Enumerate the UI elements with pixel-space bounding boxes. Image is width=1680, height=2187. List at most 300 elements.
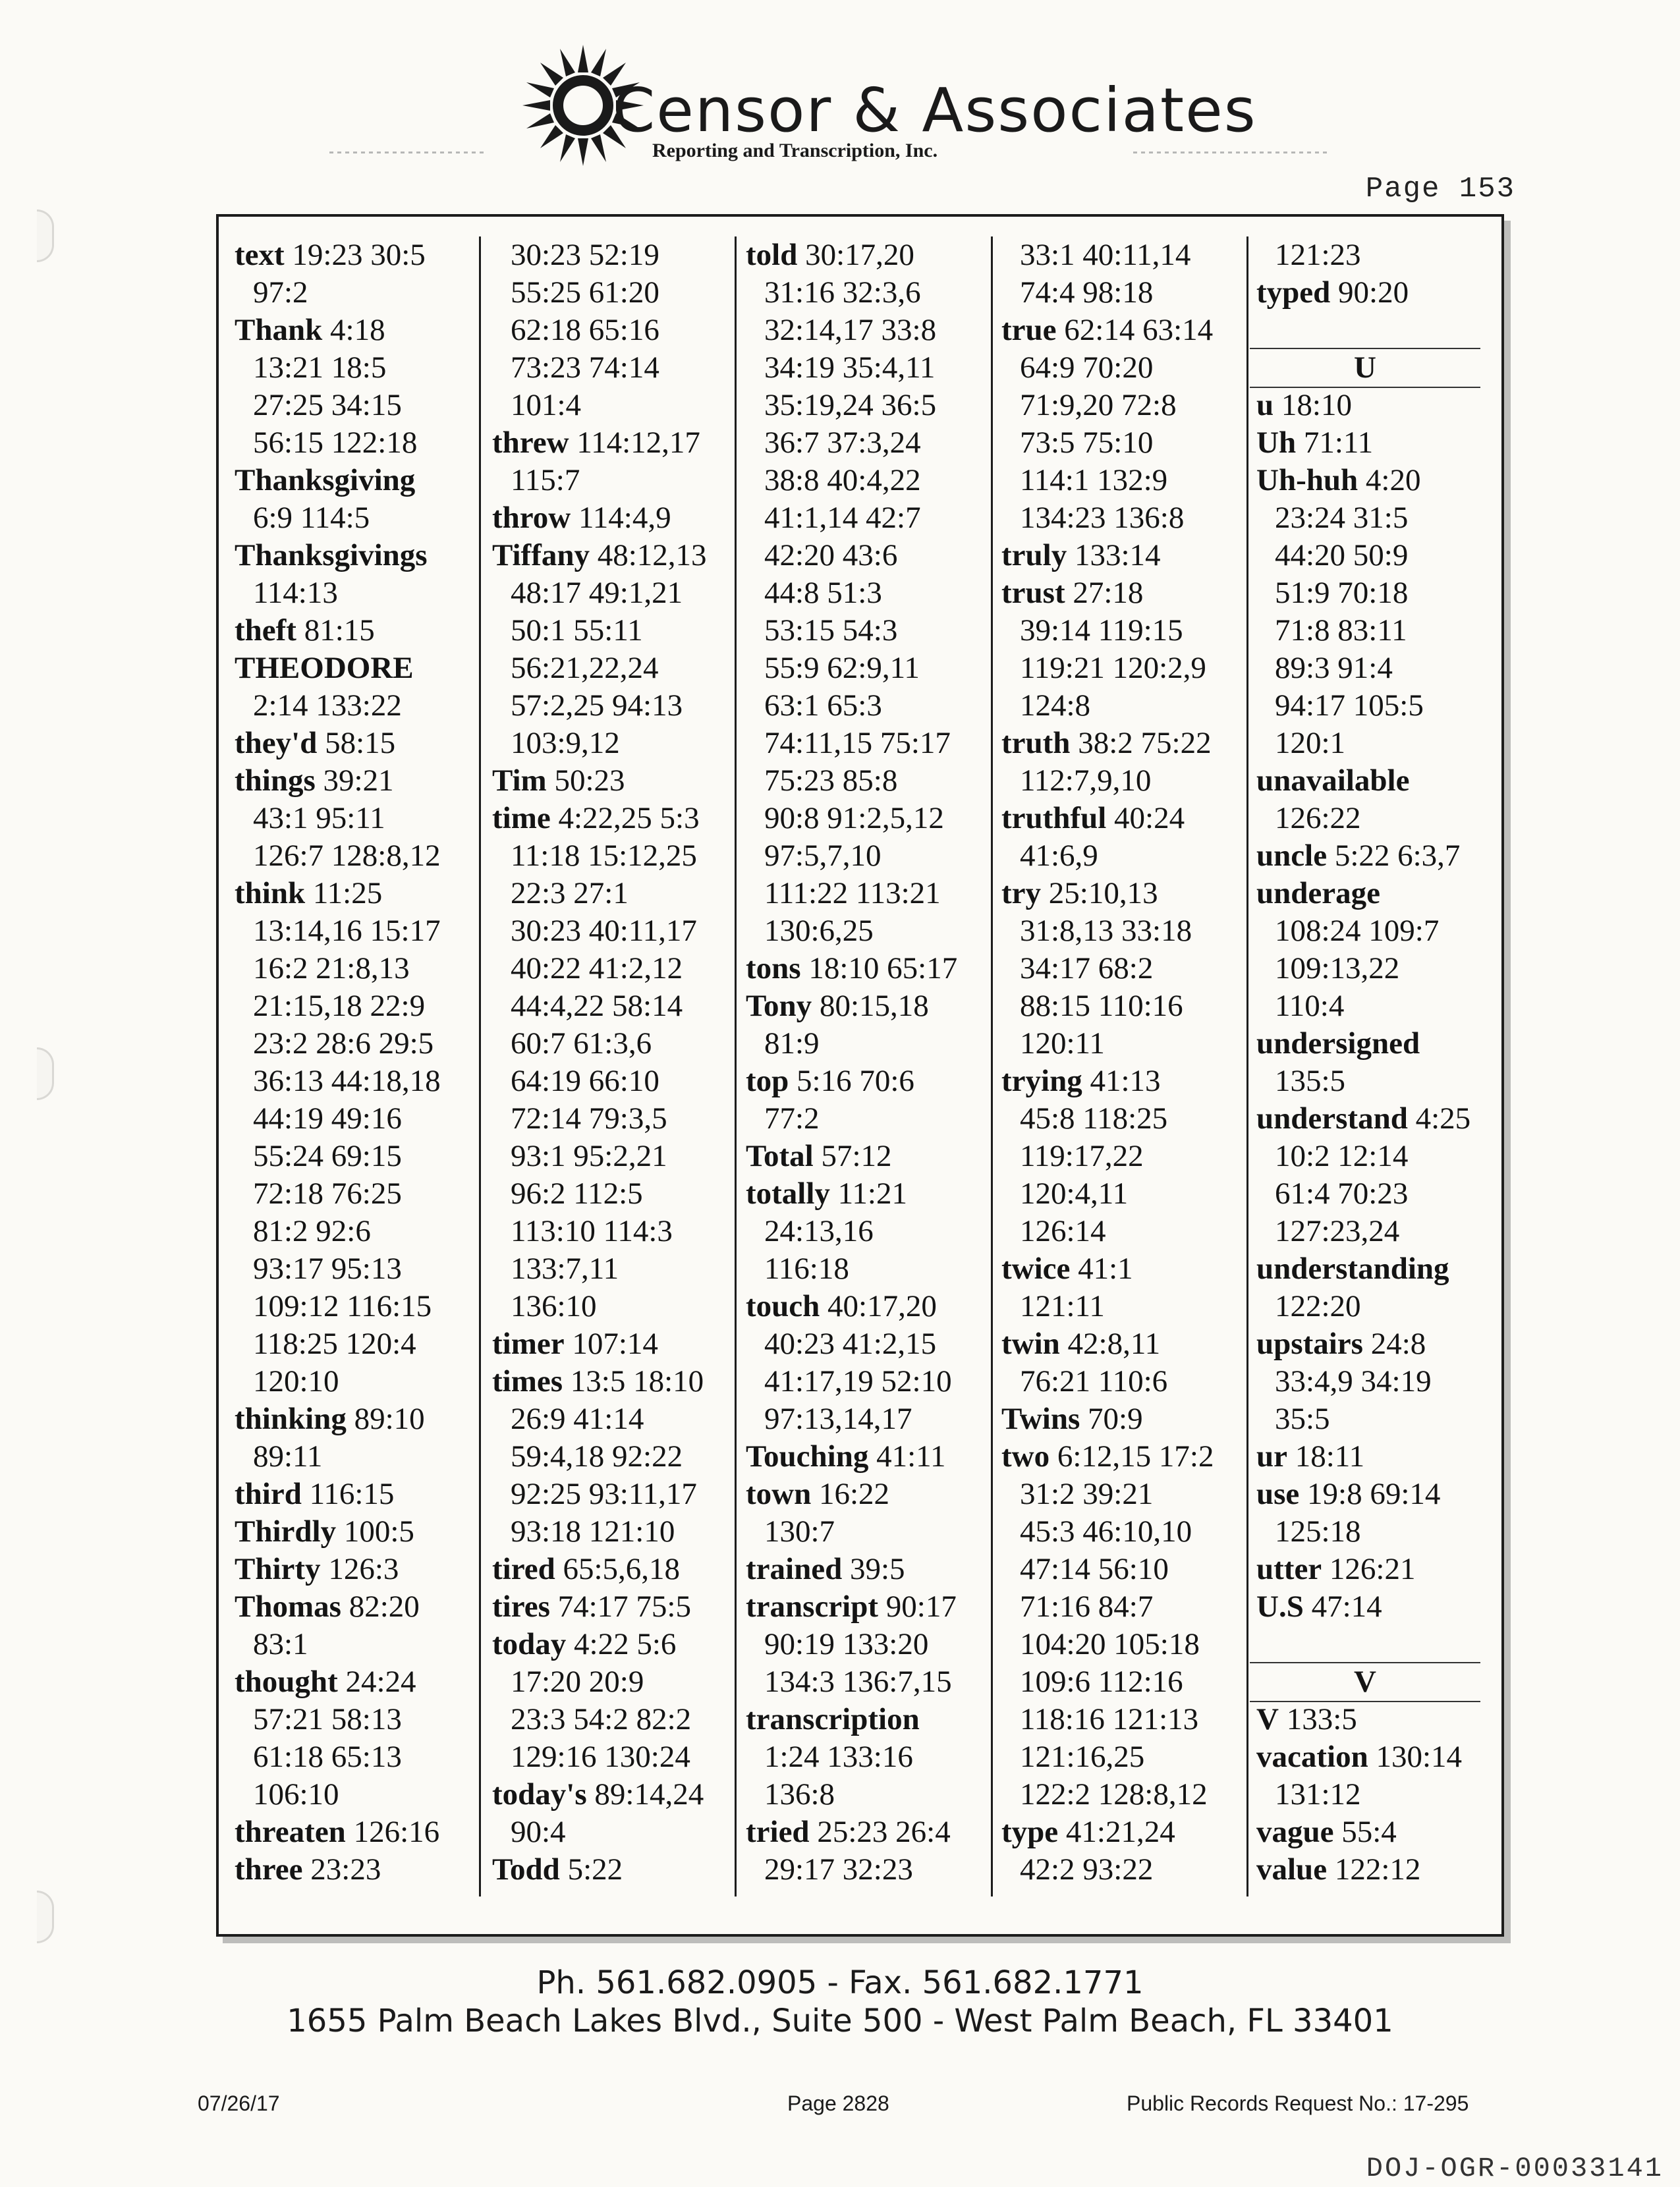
index-page-refs: 27:18 <box>1073 576 1144 610</box>
index-refs-continuation: 45:8 118:25 <box>1020 1101 1168 1136</box>
index-refs-continuation: 13:21 18:5 <box>253 350 387 385</box>
index-entry <box>228 1588 472 1626</box>
index-refs-continuation: 24:13,16 <box>764 1214 874 1248</box>
index-refs-continuation: 41:6,9 <box>1020 839 1098 873</box>
index-term: think <box>235 876 306 910</box>
index-refs-continuation: 63:1 65:3 <box>764 688 882 723</box>
index-entry <box>995 537 1245 574</box>
index-page-refs: 74:17 75:5 <box>557 1590 691 1624</box>
index-entry <box>739 1551 990 1588</box>
index-refs-continuation: 31:8,13 33:18 <box>1020 914 1192 948</box>
index-entry <box>228 1551 472 1588</box>
index-entry <box>1250 274 1480 312</box>
index-refs-continuation: 32:14,17 33:8 <box>764 313 937 347</box>
index-page-refs: 25:23 26:4 <box>817 1815 951 1849</box>
index-refs-continuation: 122:20 <box>1275 1289 1361 1323</box>
index-refs-continuation: 59:4,18 92:22 <box>511 1439 683 1474</box>
index-entry <box>228 1851 472 1889</box>
index-term: Tony <box>746 989 812 1023</box>
index-term: today's <box>492 1777 587 1812</box>
index-page-refs: 89:10 <box>354 1402 425 1436</box>
index-refs-continuation: 125:18 <box>1275 1514 1361 1549</box>
index-refs-continuation: 29:17 32:23 <box>764 1852 913 1887</box>
index-page-refs: 23:23 <box>310 1852 381 1887</box>
index-refs-continuation: 119:21 120:2,9 <box>1020 651 1206 685</box>
index-term: ur <box>1256 1439 1287 1474</box>
index-refs-continuation: 44:20 50:9 <box>1275 538 1409 572</box>
index-refs-continuation: 77:2 <box>764 1101 820 1136</box>
index-entry <box>486 1776 729 1813</box>
index-entry <box>1250 1325 1480 1363</box>
index-term: Thomas <box>235 1590 341 1624</box>
index-entry <box>486 1363 729 1400</box>
index-refs-continuation: 55:9 62:9,11 <box>764 651 920 685</box>
index-term: twice <box>1001 1252 1071 1286</box>
punch-hole-top <box>37 209 54 262</box>
section-heading: U <box>1250 349 1480 387</box>
index-entry <box>1250 1738 1480 1776</box>
index-entry <box>486 537 729 574</box>
index-page-refs: 50:23 <box>554 763 625 798</box>
index-refs-continuation: 11:18 15:12,25 <box>511 839 697 873</box>
word-index-box <box>216 214 1504 1937</box>
index-refs-continuation: 1:24 133:16 <box>764 1740 913 1774</box>
index-page-refs: 41:13 <box>1090 1064 1161 1098</box>
index-term: tried <box>746 1815 810 1849</box>
index-term: truly <box>1001 538 1067 572</box>
index-refs-continuation: 10:2 12:14 <box>1275 1139 1409 1173</box>
index-page-refs: 4:20 <box>1365 463 1421 497</box>
index-refs-continuation: 48:17 49:1,21 <box>511 576 683 610</box>
index-refs-continuation: 21:15,18 22:9 <box>253 989 426 1023</box>
page-label: Page 153 <box>1365 173 1515 206</box>
index-entry <box>486 1551 729 1588</box>
index-refs-continuation: 64:19 66:10 <box>511 1064 659 1098</box>
index-refs-continuation: 23:2 28:6 29:5 <box>253 1026 434 1061</box>
index-refs-continuation: 17:20 20:9 <box>511 1665 644 1699</box>
index-page-refs: 25:10,13 <box>1048 876 1158 910</box>
index-term: text <box>235 238 285 272</box>
logo-rule-left <box>329 152 488 153</box>
index-page-refs: 38:2 75:22 <box>1078 726 1212 760</box>
index-term: value <box>1256 1852 1328 1887</box>
index-page-refs: 16:22 <box>818 1477 890 1511</box>
index-refs-continuation: 120:11 <box>1020 1026 1105 1061</box>
index-term: time <box>492 801 551 835</box>
column-divider <box>991 236 993 1896</box>
index-refs-continuation: 93:1 95:2,21 <box>511 1139 667 1173</box>
index-page-refs: 39:5 <box>849 1552 905 1586</box>
index-entry <box>739 1813 990 1851</box>
index-page-refs: 126:3 <box>328 1552 399 1586</box>
index-column-3 <box>739 236 990 1889</box>
index-refs-continuation: 126:14 <box>1020 1214 1106 1248</box>
index-entry <box>1250 1588 1480 1626</box>
index-entry <box>1250 424 1480 462</box>
index-refs-continuation: 131:12 <box>1275 1777 1361 1812</box>
index-term: Todd <box>492 1852 560 1887</box>
index-page-refs: 4:25 <box>1415 1101 1471 1136</box>
index-entry <box>739 1063 990 1100</box>
index-refs-continuation: 133:7,11 <box>511 1252 619 1286</box>
index-refs-continuation: 130:6,25 <box>764 914 874 948</box>
index-refs-continuation: 30:23 52:19 <box>511 238 659 272</box>
index-page-refs: 18:10 <box>1281 388 1352 422</box>
index-term: Uh-huh <box>1256 463 1358 497</box>
index-page-refs: 122:12 <box>1334 1852 1421 1887</box>
index-refs-continuation: 88:15 110:16 <box>1020 989 1183 1023</box>
index-refs-continuation: 89:11 <box>253 1439 323 1474</box>
index-term: thought <box>235 1665 338 1699</box>
index-page-refs: 41:11 <box>876 1439 946 1474</box>
index-entry <box>228 1476 472 1513</box>
index-term: Touching <box>746 1439 869 1474</box>
index-page-refs: 47:14 <box>1311 1590 1382 1624</box>
index-refs-continuation: 36:13 44:18,18 <box>253 1064 441 1098</box>
index-term: throw <box>492 501 571 535</box>
index-refs-continuation: 55:25 61:20 <box>511 275 659 310</box>
index-refs-continuation: 136:8 <box>764 1777 835 1812</box>
index-column-4 <box>995 236 1245 1889</box>
index-refs-continuation: 135:5 <box>1275 1064 1346 1098</box>
index-refs-continuation: 129:16 130:24 <box>511 1740 690 1774</box>
index-refs-continuation: 23:3 54:2 82:2 <box>511 1702 692 1736</box>
index-page-refs: 55:4 <box>1341 1815 1397 1849</box>
index-page-refs: 18:11 <box>1295 1439 1365 1474</box>
index-page-refs: 24:8 <box>1370 1327 1426 1361</box>
index-entry <box>739 1175 990 1213</box>
index-entry <box>1250 1701 1480 1738</box>
index-page-refs: 42:8,11 <box>1067 1327 1161 1361</box>
index-entry <box>995 1438 1245 1476</box>
index-entry <box>228 537 472 574</box>
index-term: truthful <box>1001 801 1107 835</box>
index-refs-continuation: 16:2 21:8,13 <box>253 951 410 985</box>
index-entry <box>486 1626 729 1663</box>
index-page-refs: 89:14,24 <box>594 1777 704 1812</box>
index-refs-continuation: 13:14,16 15:17 <box>253 914 441 948</box>
index-entry <box>995 1063 1245 1100</box>
index-term: today <box>492 1627 567 1661</box>
index-entry <box>486 800 729 837</box>
index-entry <box>486 762 729 800</box>
index-refs-continuation: 34:17 68:2 <box>1020 951 1154 985</box>
index-refs-continuation: 60:7 61:3,6 <box>511 1026 652 1061</box>
index-page-refs: 114:4,9 <box>578 501 671 535</box>
index-refs-continuation: 115:7 <box>511 463 580 497</box>
index-page-refs: 6:12,15 17:2 <box>1057 1439 1214 1474</box>
index-refs-continuation: 38:8 40:4,22 <box>764 463 921 497</box>
index-refs-continuation: 81:2 92:6 <box>253 1214 371 1248</box>
index-refs-continuation: 36:7 37:3,24 <box>764 426 921 460</box>
index-term: trained <box>746 1552 843 1586</box>
index-term: trying <box>1001 1064 1082 1098</box>
index-refs-continuation: 73:5 75:10 <box>1020 426 1154 460</box>
index-term: V <box>1256 1702 1279 1736</box>
index-page-refs: 19:8 69:14 <box>1307 1477 1441 1511</box>
index-refs-continuation: 101:4 <box>511 388 582 422</box>
index-refs-continuation: 31:16 32:3,6 <box>764 275 921 310</box>
index-term: theft <box>235 613 296 648</box>
index-refs-continuation: 40:22 41:2,12 <box>511 951 683 985</box>
index-entry <box>1250 875 1480 912</box>
index-refs-continuation: 72:18 76:25 <box>253 1177 402 1211</box>
index-term: Twins <box>1001 1402 1080 1436</box>
index-entry <box>1250 462 1480 499</box>
footer-page: Page 2828 <box>787 2091 889 2115</box>
index-refs-continuation: 119:17,22 <box>1020 1139 1144 1173</box>
index-page-refs: 24:24 <box>345 1665 416 1699</box>
index-refs-continuation: 44:19 49:16 <box>253 1101 402 1136</box>
index-term: totally <box>746 1177 830 1211</box>
index-term: tires <box>492 1590 550 1624</box>
index-entry <box>1250 1438 1480 1476</box>
index-refs-continuation: 83:1 <box>253 1627 308 1661</box>
index-refs-continuation: 126:22 <box>1275 801 1361 835</box>
index-term: timer <box>492 1327 565 1361</box>
index-entry <box>1250 1025 1480 1063</box>
index-page-refs: 18:10 65:17 <box>808 951 958 985</box>
index-refs-continuation: 44:4,22 58:14 <box>511 989 683 1023</box>
index-refs-continuation: 122:2 128:8,12 <box>1020 1777 1208 1812</box>
index-refs-continuation: 56:15 122:18 <box>253 426 418 460</box>
index-term: understand <box>1256 1101 1408 1136</box>
index-refs-continuation: 121:16,25 <box>1020 1740 1145 1774</box>
index-column-5 <box>1250 236 1480 1889</box>
index-refs-continuation: 90:4 <box>511 1815 566 1849</box>
index-refs-continuation: 71:9,20 72:8 <box>1020 388 1177 422</box>
index-refs-continuation: 96:2 112:5 <box>511 1177 643 1211</box>
index-refs-continuation: 108:24 109:7 <box>1275 914 1440 948</box>
index-refs-continuation: 76:21 110:6 <box>1020 1364 1168 1398</box>
column-divider <box>479 236 481 1896</box>
index-entry <box>228 612 472 650</box>
index-column-2 <box>486 236 729 1889</box>
document-id: DOJ-OGR-00033141 <box>1366 2153 1664 2184</box>
index-entry <box>1250 387 1480 424</box>
index-entry <box>228 462 472 499</box>
index-entry <box>995 800 1245 837</box>
index-refs-continuation: 22:3 27:1 <box>511 876 629 910</box>
index-refs-continuation: 72:14 79:3,5 <box>511 1101 667 1136</box>
index-term: Thank <box>235 313 323 347</box>
index-page-refs: 114:12,17 <box>576 426 700 460</box>
index-refs-continuation: 41:17,19 52:10 <box>764 1364 952 1398</box>
index-term: town <box>746 1477 812 1511</box>
index-refs-continuation: 136:10 <box>511 1289 597 1323</box>
index-refs-continuation: 40:23 41:2,15 <box>764 1327 937 1361</box>
index-page-refs: 58:15 <box>325 726 396 760</box>
index-page-refs: 40:24 <box>1114 801 1185 835</box>
index-refs-continuation: 71:8 83:11 <box>1275 613 1407 648</box>
logo-title: Censor & Associates <box>613 75 1257 146</box>
index-page-refs: 19:23 30:5 <box>292 238 426 272</box>
index-entry <box>739 950 990 987</box>
index-term: U.S <box>1256 1590 1304 1624</box>
index-entry <box>228 725 472 762</box>
index-entry <box>995 725 1245 762</box>
index-refs-continuation: 109:12 116:15 <box>253 1289 432 1323</box>
index-refs-continuation: 103:9,12 <box>511 726 620 760</box>
index-term: Tiffany <box>492 538 590 572</box>
index-refs-continuation: 57:2,25 94:13 <box>511 688 683 723</box>
index-page-refs: 11:21 <box>837 1177 907 1211</box>
contact-address: 1655 Palm Beach Lakes Blvd., Suite 500 - West Palm Beach, FL 33401 <box>287 2003 1393 2039</box>
index-page-refs: 41:1 <box>1078 1252 1133 1286</box>
index-refs-continuation: 112:7,9,10 <box>1020 763 1152 798</box>
index-refs-continuation: 121:11 <box>1020 1289 1105 1323</box>
index-refs-continuation: 44:8 51:3 <box>764 576 882 610</box>
index-refs-continuation: 45:3 46:10,10 <box>1020 1514 1192 1549</box>
index-refs-continuation: 56:21,22,24 <box>511 651 659 685</box>
index-entry <box>228 1813 472 1851</box>
index-term: understanding <box>1256 1252 1449 1286</box>
index-refs-continuation: 43:1 95:11 <box>253 801 385 835</box>
index-refs-continuation: 106:10 <box>253 1777 339 1812</box>
index-refs-continuation: 55:24 69:15 <box>253 1139 402 1173</box>
index-term: type <box>1001 1815 1059 1849</box>
index-refs-continuation: 74:11,15 75:17 <box>764 726 951 760</box>
index-page-refs: 90:17 <box>885 1590 957 1624</box>
index-page-refs: 81:15 <box>304 613 375 648</box>
index-page-refs: 80:15,18 <box>819 989 929 1023</box>
index-refs-continuation: 114:1 132:9 <box>1020 463 1168 497</box>
index-page-refs: 39:21 <box>323 763 394 798</box>
index-refs-continuation: 26:9 41:14 <box>511 1402 644 1436</box>
index-refs-continuation: 93:18 121:10 <box>511 1514 675 1549</box>
index-page-refs: 40:17,20 <box>827 1289 937 1323</box>
index-entry <box>995 1250 1245 1288</box>
index-refs-continuation: 124:8 <box>1020 688 1091 723</box>
index-term: use <box>1256 1477 1300 1511</box>
index-entry <box>739 1476 990 1513</box>
index-refs-continuation: 130:7 <box>764 1514 835 1549</box>
index-refs-continuation: 50:1 55:11 <box>511 613 643 648</box>
index-page-refs: 100:5 <box>343 1514 414 1549</box>
index-refs-continuation: 121:23 <box>1275 238 1361 272</box>
index-refs-continuation: 64:9 70:20 <box>1020 350 1154 385</box>
index-entry <box>1250 762 1480 800</box>
index-entry <box>486 424 729 462</box>
index-entry <box>228 650 472 687</box>
index-entry <box>1250 1100 1480 1138</box>
index-refs-continuation: 97:2 <box>253 275 308 310</box>
index-refs-continuation: 61:18 65:13 <box>253 1740 402 1774</box>
index-refs-continuation: 120:4,11 <box>1020 1177 1129 1211</box>
index-refs-continuation: 62:18 65:16 <box>511 313 659 347</box>
index-refs-continuation: 74:4 98:18 <box>1020 275 1154 310</box>
column-divider <box>735 236 737 1896</box>
index-refs-continuation: 89:3 91:4 <box>1275 651 1393 685</box>
index-refs-continuation: 120:10 <box>253 1364 339 1398</box>
index-refs-continuation: 97:13,14,17 <box>764 1402 912 1436</box>
index-term: vague <box>1256 1815 1334 1849</box>
index-term: they'd <box>235 726 318 760</box>
index-refs-continuation: 2:14 133:22 <box>253 688 402 723</box>
index-term: vacation <box>1256 1740 1368 1774</box>
index-entry <box>739 1288 990 1325</box>
index-refs-continuation: 57:21 58:13 <box>253 1702 402 1736</box>
index-refs-continuation: 35:19,24 36:5 <box>764 388 937 422</box>
index-page-refs: 126:16 <box>353 1815 440 1849</box>
index-term: Thirty <box>235 1552 321 1586</box>
index-entry <box>486 1851 729 1889</box>
index-page-refs: 130:14 <box>1376 1740 1463 1774</box>
section-spacer <box>1250 312 1480 349</box>
index-term: tired <box>492 1552 555 1586</box>
index-page-refs: 30:17,20 <box>805 238 914 272</box>
index-term: touch <box>746 1289 820 1323</box>
index-entry <box>739 1438 990 1476</box>
company-logo <box>520 40 1257 171</box>
footer-request-number: Public Records Request No.: 17-295 <box>1127 2091 1469 2115</box>
index-refs-continuation: 35:5 <box>1275 1402 1330 1436</box>
index-refs-continuation: 114:13 <box>253 576 338 610</box>
index-entry <box>228 312 472 349</box>
index-refs-continuation: 120:1 <box>1275 726 1346 760</box>
index-page-refs: 5:16 70:6 <box>797 1064 914 1098</box>
index-entry <box>228 236 472 274</box>
index-page-refs: 57:12 <box>821 1139 892 1173</box>
index-entry <box>995 574 1245 612</box>
index-page-refs: 90:20 <box>1338 275 1409 310</box>
index-term: Uh <box>1256 426 1297 460</box>
index-term: truth <box>1001 726 1071 760</box>
index-refs-continuation: 134:23 136:8 <box>1020 501 1185 535</box>
index-refs-continuation: 73:23 74:14 <box>511 350 659 385</box>
index-refs-continuation: 42:2 93:22 <box>1020 1852 1154 1887</box>
index-entry <box>486 1325 729 1363</box>
index-entry <box>228 875 472 912</box>
index-page-refs: 48:12,13 <box>597 538 707 572</box>
index-refs-continuation: 104:20 105:18 <box>1020 1627 1200 1661</box>
index-term: three <box>235 1852 303 1887</box>
index-refs-continuation: 75:23 85:8 <box>764 763 898 798</box>
index-term: u <box>1256 388 1274 422</box>
index-refs-continuation: 118:25 120:4 <box>253 1327 416 1361</box>
section-heading: V <box>1250 1663 1480 1701</box>
index-entry <box>1250 1851 1480 1889</box>
index-refs-continuation: 39:14 119:15 <box>1020 613 1183 648</box>
index-entry <box>995 1325 1245 1363</box>
index-refs-continuation: 27:25 34:15 <box>253 388 402 422</box>
index-page-refs: 116:15 <box>309 1477 395 1511</box>
index-refs-continuation: 118:16 121:13 <box>1020 1702 1199 1736</box>
index-entry <box>1250 1476 1480 1513</box>
index-page-refs: 4:18 <box>330 313 385 347</box>
index-page-refs: 5:22 <box>567 1852 623 1887</box>
index-term: Tim <box>492 763 547 798</box>
index-refs-continuation: 61:4 70:23 <box>1275 1177 1409 1211</box>
index-page-refs: 41:21,24 <box>1065 1815 1175 1849</box>
index-entry <box>486 499 729 537</box>
index-entry <box>1250 1250 1480 1288</box>
index-page-refs: 65:5,6,18 <box>563 1552 681 1586</box>
index-term: Thanksgiving <box>235 463 416 497</box>
index-refs-continuation: 90:19 133:20 <box>764 1627 929 1661</box>
index-refs-continuation: 90:8 91:2,5,12 <box>764 801 944 835</box>
logo-rule-right <box>1133 152 1331 153</box>
index-refs-continuation: 92:25 93:11,17 <box>511 1477 697 1511</box>
index-term: threw <box>492 426 569 460</box>
index-entry <box>228 1663 472 1701</box>
index-term: third <box>235 1477 302 1511</box>
index-term: true <box>1001 313 1057 347</box>
index-page-refs: 5:22 6:3,7 <box>1334 839 1461 873</box>
index-page-refs: 4:22 5:6 <box>574 1627 677 1661</box>
index-page-refs: 107:14 <box>572 1327 658 1361</box>
index-page-refs: 133:14 <box>1074 538 1161 572</box>
